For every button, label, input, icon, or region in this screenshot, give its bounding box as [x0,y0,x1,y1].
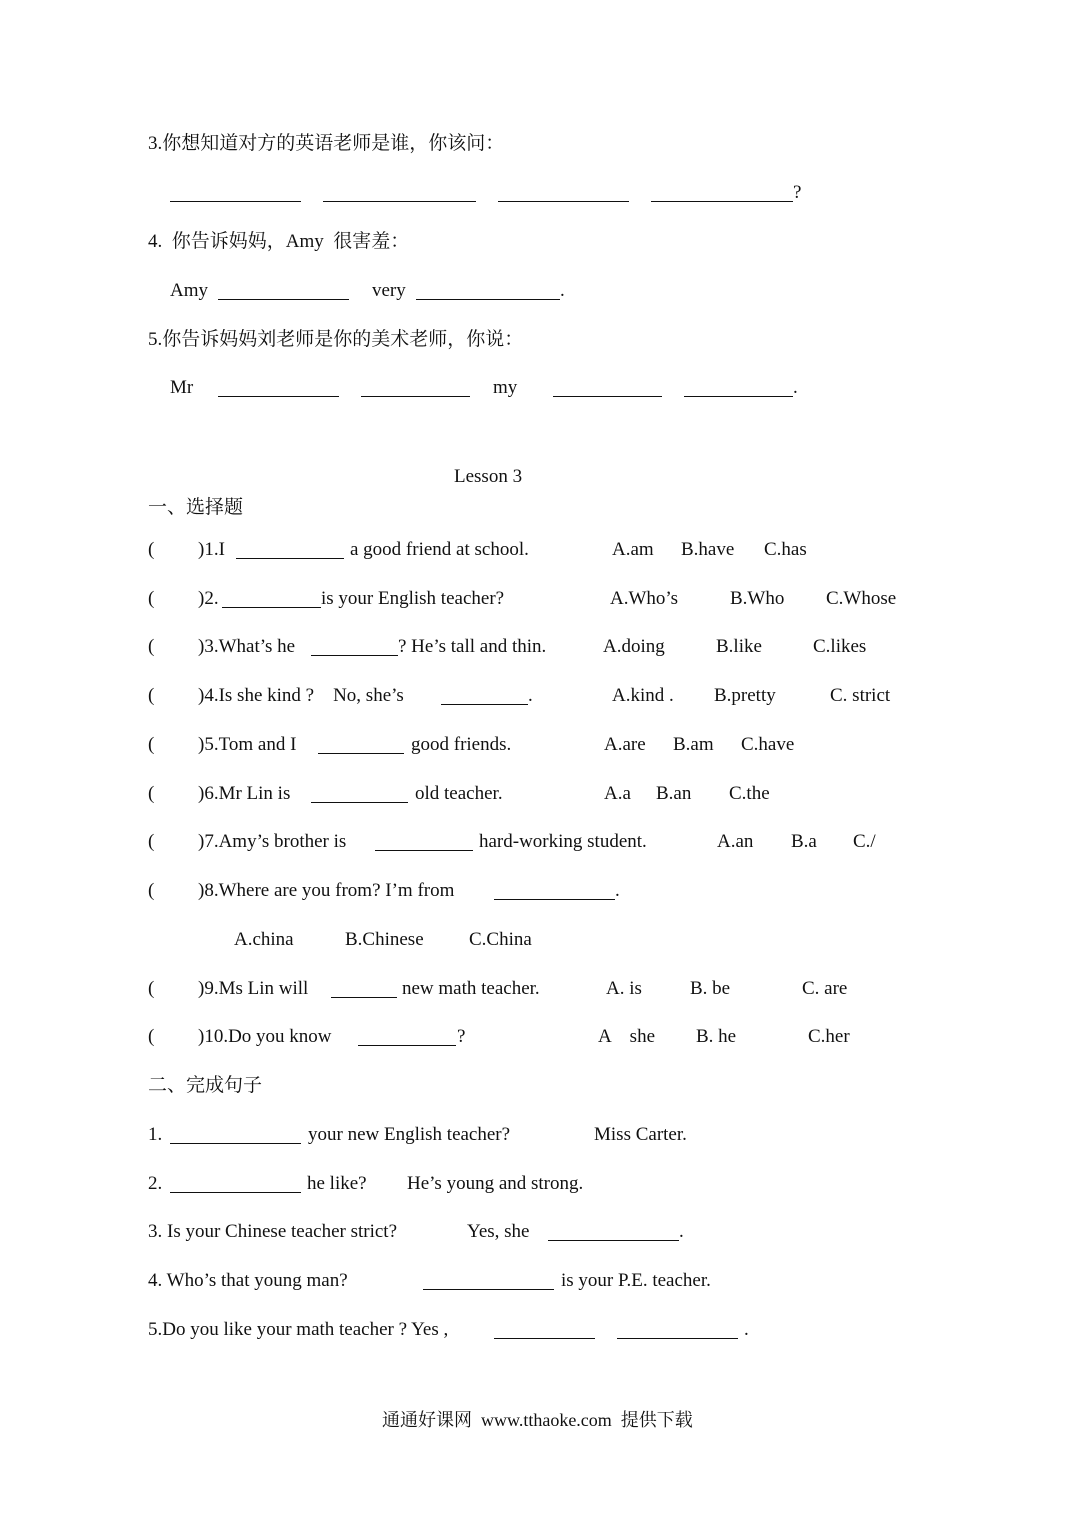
q5-prompt: 5.你告诉妈妈刘老师是你的美术老师，你说： [148,329,524,350]
q5-blank-2[interactable] [361,396,470,397]
mc7-option-a: A.an [717,831,754,852]
q3-blank-1[interactable] [170,201,301,202]
mc7-option-b: B.a [791,831,817,852]
s1-num: 1. [148,1124,163,1145]
mc8-paren: ( [148,880,155,901]
mc8-stem-end: . [615,880,620,901]
s3-question: 3. Is your Chinese teacher strict? [148,1221,398,1242]
mc5-option-a: A.are [604,734,646,755]
s5-blank-1[interactable] [494,1338,595,1339]
mc9-option-a: A. is [606,978,642,999]
mc6-stem: )6.Mr Lin is [198,783,291,804]
mc2-option-b: B.Who [730,588,785,609]
mc9-option-c: C. are [802,978,848,999]
q4-end: . [560,280,565,301]
mc7-stem: )7.Amy’s brother is [198,831,347,852]
q3-blank-2[interactable] [323,201,476,202]
mc1-blank[interactable] [236,558,344,559]
s3-answer: Yes, she [467,1221,530,1242]
mc2-blank[interactable] [222,607,321,608]
mc2-option-a: A.Who’s [610,588,679,609]
s2-num: 2. [148,1173,163,1194]
q5-blank-1[interactable] [218,396,339,397]
mc2-option-c: C.Whose [826,588,897,609]
s5-question: 5.Do you like your math teacher ? Yes , [148,1319,449,1340]
s4-text: is your P.E. teacher. [561,1270,711,1291]
q3-blank-3[interactable] [498,201,629,202]
q5-word-2: my [493,377,518,398]
s2-blank[interactable] [170,1192,301,1193]
mc9-option-b: B. be [690,978,731,999]
q4-blank-1[interactable] [218,299,349,300]
mc5-paren: ( [148,734,155,755]
mc1-stem-end: a good friend at school. [350,539,529,560]
s1-text: your new English teacher? [308,1124,511,1145]
mc1-stem: )1.I [198,539,225,560]
mc5-option-c: C.have [741,734,795,755]
mc10-stem-end: ? [457,1026,466,1047]
mc1-option-a: A.am [612,539,654,560]
mc8-option-c: C.China [469,929,532,950]
mc6-option-a: A.a [604,783,631,804]
q4-prompt: 4. 你告诉妈妈，Amy 很害羞： [148,231,410,252]
s5-end: . [744,1319,749,1340]
mc5-stem-end: good friends. [411,734,512,755]
mc10-option-a: A she [598,1026,655,1047]
mc7-stem-end: hard-working student. [479,831,647,852]
mc2-stem: )2. [198,588,219,609]
s2-text: he like? [307,1173,367,1194]
q4-word-1: Amy [170,280,208,301]
mc9-stem: )9.Ms Lin will [198,978,309,999]
mc3-option-a: A.doing [603,636,665,657]
mc10-paren: ( [148,1026,155,1047]
mc6-blank[interactable] [311,802,408,803]
mc8-stem: )8.Where are you from? I’m from [198,880,455,901]
footer-credit: 通通好课网 www.tthaoke.com 提供下载 [382,1410,693,1430]
q3-blank-4[interactable] [651,201,793,202]
q5-blank-3[interactable] [553,396,662,397]
part2-heading: 二、完成句子 [148,1075,263,1096]
mc10-stem: )10.Do you know [198,1026,332,1047]
mc6-option-c: C.the [729,783,770,804]
mc6-paren: ( [148,783,155,804]
mc5-stem: )5.Tom and I [198,734,297,755]
mc2-stem-end: is your English teacher? [321,588,505,609]
mc5-option-b: B.am [673,734,714,755]
s4-blank[interactable] [423,1289,554,1290]
mc3-option-c: C.likes [813,636,867,657]
q5-end: . [793,377,798,398]
mc4-stem: )4.Is she kind ? No, she’s [198,685,404,706]
mc1-option-b: B.have [681,539,735,560]
mc6-stem-end: old teacher. [415,783,503,804]
mc3-stem: )3.What’s he [198,636,296,657]
mc4-paren: ( [148,685,155,706]
mc3-stem-end: ? He’s tall and thin. [398,636,547,657]
mc1-paren: ( [148,539,155,560]
mc9-paren: ( [148,978,155,999]
mc8-blank[interactable] [494,899,615,900]
mc7-paren: ( [148,831,155,852]
q4-word-2: very [372,280,406,301]
q3-prompt: 3.你想知道对方的英语老师是谁，你该问： [148,133,505,154]
mc5-blank[interactable] [318,753,404,754]
mc4-stem-end: . [528,685,533,706]
s1-answer: Miss Carter. [594,1124,687,1145]
s3-end: . [679,1221,684,1242]
mc4-blank[interactable] [441,704,528,705]
mc8-option-b: B.Chinese [345,929,424,950]
mc6-option-b: B.an [656,783,692,804]
mc10-option-c: C.her [808,1026,850,1047]
mc10-blank[interactable] [358,1045,456,1046]
part1-heading: 一、选择题 [148,497,244,518]
mc4-option-c: C. strict [830,685,891,706]
mc9-stem-end: new math teacher. [402,978,540,999]
s4-question: 4. Who’s that young man? [148,1270,348,1291]
mc1-option-c: C.has [764,539,807,560]
q3-end: ? [793,182,802,203]
s1-blank[interactable] [170,1143,301,1144]
s2-answer: He’s young and strong. [407,1173,584,1194]
mc4-option-a: A.kind . [612,685,674,706]
mc8-option-a: A.china [234,929,294,950]
mc3-option-b: B.like [716,636,762,657]
q4-blank-2[interactable] [416,299,560,300]
q5-blank-4[interactable] [684,396,793,397]
mc3-blank[interactable] [311,655,398,656]
mc3-paren: ( [148,636,155,657]
mc10-option-b: B. he [696,1026,737,1047]
lesson-title: Lesson 3 [454,466,523,487]
s3-blank[interactable] [548,1240,679,1241]
mc7-option-c: C./ [853,831,876,852]
mc9-blank[interactable] [331,997,397,998]
mc7-blank[interactable] [375,850,473,851]
q5-word-1: Mr [170,377,194,398]
mc2-paren: ( [148,588,155,609]
mc4-option-b: B.pretty [714,685,776,706]
s5-blank-2[interactable] [617,1338,738,1339]
